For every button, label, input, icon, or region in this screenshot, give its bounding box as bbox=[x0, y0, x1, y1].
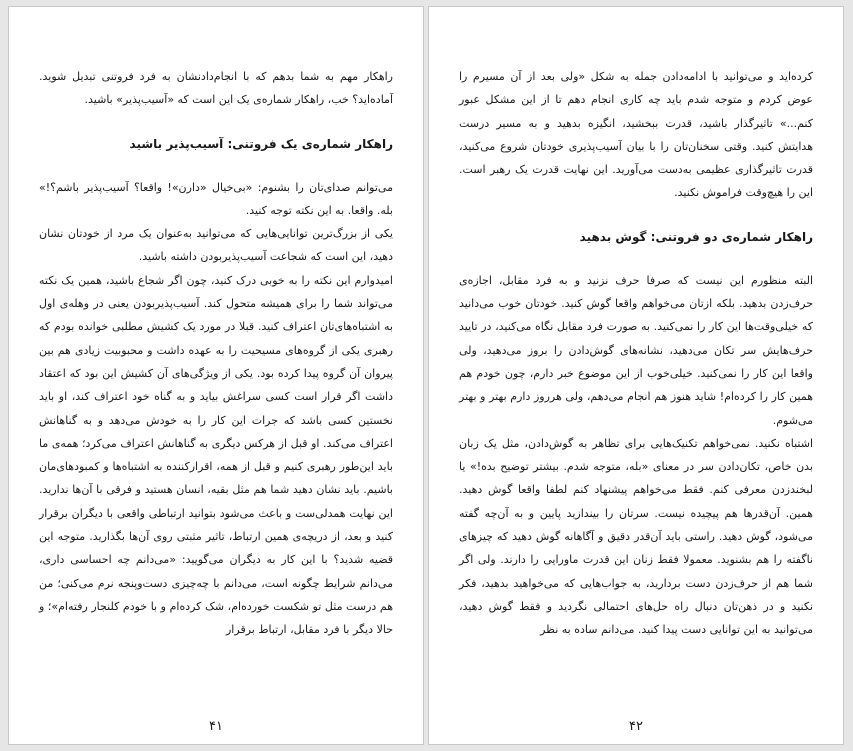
section-heading: راهکار شماره‌ی دو فروتنی: گوش بدهید bbox=[579, 229, 813, 244]
intro-paragraph: کرده‌اید و می‌توانید با ادامه‌دادن جمله به شکل «ولی بعد از آن مسیرم را عوض کردم و متوجه شدم باید چه کاری انجام دهم تا از این مشکل عبور کنم...» تاثیرگذار باشید، قدرت ببخشید، انگیزه بدهید و به مسیر درست هدایتش کنید. وقتی سخنان‌تان را با بیان آسیب‌پذیری خودتان شروع می‌کنید، قدرت تاثیرگذاری عظیمی به‌دست می‌آورید. این نهایت قدرت یک رهبر است. این را هیچ‌وقت فراموش نکنید. bbox=[459, 70, 813, 200]
page-text bbox=[459, 65, 813, 642]
book-page-right bbox=[428, 6, 844, 745]
body-paragraph: البته منظورم این نیست که صرفا حرف نزنید و به فرد مقابل، اجازه‌ی حرف‌زدن بدهید. بلکه ازتان می‌خواهم واقعا گوش کنید. خودتان خوب می‌دانید که خیلی‌وقت‌ها این کار را نمی‌کنید. به صورت فرد مقابل نگاه می‌کنید، در تایید حرف‌هایش سر تکان می‌دهید، نشانه‌های گوش‌دادن را بروز می‌دهید، ولی واقعا این کار را نمی‌کنید. خیلی‌خوب از این موضوع خبر دارم، چون خودم هم همین کار را کرده‌ام! شاید هنوز هم انجام می‌دهم، ولی هرروز دارم بهتر و بهتر می‌شوم. bbox=[459, 273, 813, 427]
book-page-left bbox=[8, 6, 424, 745]
body-paragraph: می‌توانم صدای‌تان را بشنوم: «بی‌خیال «دارن»! واقعا؟ آسیب‌پذیر باشم؟!» بله. واقعا. به این نکته توجه کنید. bbox=[39, 180, 393, 217]
section-heading: راهکار شماره‌ی یک فروتنی: آسیب‌پذیر باشید bbox=[129, 136, 393, 151]
intro-paragraph: راهکار مهم به شما بدهم که با انجام‌دادنشان به فرد فروتنی تبدیل شوید. آماده‌اید؟ خب، راهکار شماره‌ی یک این است که «آسیب‌پذیر» باشید. bbox=[39, 70, 393, 107]
page-text bbox=[39, 65, 393, 642]
body-paragraph: یکی از بزرگ‌ترین توانایی‌هایی که می‌توانید به‌عنوان یک مرد از خودتان نشان دهید، این است که شجاعت آسیب‌پذیربودن داشته باشید. bbox=[39, 227, 393, 264]
body-paragraph: اشتباه نکنید. نمی‌خواهم تکنیک‌هایی برای تظاهر به گوش‌دادن، مثل یک زبان بدن خاص، تکان‌دادن سر در معنای «بله، متوجه شدم. بیشتر توضیح بده!» یا لبخندزدن معرفی کنم. فقط می‌خواهم پیشنهاد کنم لطفا واقعا گوش دهید. همین. آن‌قدرها هم پیچیده نیست. سرتان را بیندازید پایین و به آن‌چه گفته می‌شود، گوش دهید. راستی باید آن‌قدر دقیق و آگاهانه گوش دهید که چیزهای ناگفته را هم بشنوید. معمولا فقط زنان این قدرت ماورایی را دارند. ولی اگر شما هم از حرف‌زدن دست بردارید، به جواب‌هایی که می‌خواهید بدهید، فکر نکنید و در ذهن‌تان دنبال راه حل‌های احتمالی نگردید و فقط گوش دهید، می‌توانید به این توانایی دست پیدا کنید. می‌دانم ساده به نظر bbox=[459, 436, 813, 637]
page-number: ۴۲ bbox=[629, 719, 643, 734]
page-number: ۴۱ bbox=[209, 719, 223, 734]
body-paragraph: امیدوارم این نکته را به خوبی درک کنید، چون اگر شجاع باشید، همین یک نکته می‌تواند شما را برای همیشه متحول کند. آسیب‌پذیربودن یعنی در وهله‌ی اول به اشتباه‌های‌تان اعتراف کنید. قبلا در مورد یک کشیش مطلبی خوانده بودم که رهبری یکی از گروه‌های مسیحیت را به عهده داشت و محبوبیت زیادی هم بین پیروان آن گروه پیدا کرده بود. یکی از ویژگی‌های آن کشیش این بود که اعتقاد داشت اگر قرار است کسی سراغش بیاید و به گناه خود اعتراف کند، او باید نخستین کسی باشد که جرات این کار را به خودش می‌دهد و به گناهانش اعتراف می‌کند. او قبل از هرکس دیگری به گناهانش اعتراف می‌کرد؛ همه‌ی ما باید این‌طور رهبری کنیم و قبل از همه، اقرارکننده به اشتباه‌ها و کمبودهای‌مان باشیم. باید نشان دهید شما هم مثل بقیه، انسان هستید و فرقی با آن‌ها ندارید. این نهایت همدلی‌ست و باعث می‌شود بتوانید ارتباطی واقعی با دیگران برقرار کنید و بعد، از دریچه‌ی همین ارتباط، تاثیر مثبتی روی آن‌ها بگذارید. متوجه این قضیه شدید؟ با این کار به دیگران می‌گویید: «می‌دانم چه احساسی داری، می‌دانم شرایط چگونه است، می‌دانم با چه‌چیزی دست‌وپنجه نرم می‌کنی؛ من هم درست مثل تو شکست خورده‌ام، شک کرده‌ام و با خودم کلنجار رفته‌ام»؛ و حالا دیگر با فرد مقابل، ارتباط برقرار bbox=[39, 273, 393, 637]
